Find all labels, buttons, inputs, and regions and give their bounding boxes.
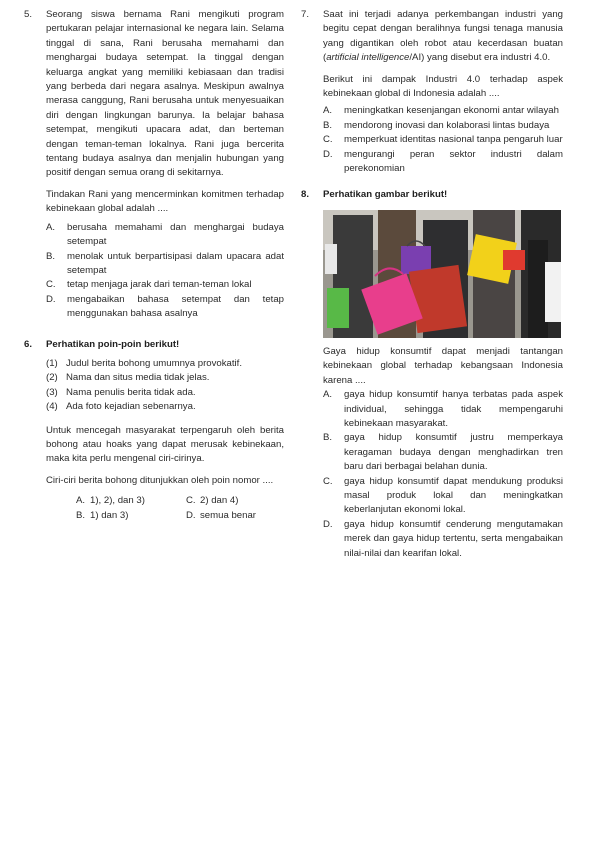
option-c[interactable]: C. memperkuat identitas nasional tanpa pengaruh luar (323, 134, 563, 146)
option-a[interactable]: A. berusaha memahami dan menghargai budaya setempat (46, 221, 284, 248)
question-stem: Berikut ini dampak Industri 4.0 terhadap aspek kebinekaan global di Indonesia adalah .... (323, 73, 563, 100)
question-number: 6. (24, 338, 33, 350)
options-grid (76, 494, 284, 523)
option-c[interactable]: C. 2) dan 4) (186, 495, 239, 507)
option-b[interactable]: B. menolak untuk berpartisipasi dalam upacara adat setempat (46, 250, 284, 276)
question-number: 8. (301, 189, 310, 201)
left-column (24, 8, 284, 523)
list-item: (3) Nama penulis berita tidak ada. (46, 386, 196, 398)
option-b[interactable]: B. gaya hidup konsumtif justru memperkaya keragaman budaya dengan menghadirkan tren baru dari berbagai belahan dunia. (323, 432, 563, 473)
list-item: (1) Judul berita bohong umumnya provokatif. (46, 357, 242, 369)
shopping-bags-illustration (323, 210, 561, 338)
question-7 (301, 8, 563, 176)
option-a[interactable]: A. meningkatkan kesenjangan ekonomi antar wilayah (323, 105, 559, 117)
question-paragraph: Saat ini terjadi adanya perkembangan industri yang begitu cepat dengan beralihnya fungsi tenaga manusia yang digantikan oleh robot atau kecerdasan buatan (artificial intelligence/AI) yang disebut era industri 4.0. (323, 9, 563, 64)
options-list (46, 221, 284, 322)
question-8 (301, 188, 563, 561)
question-6 (24, 338, 284, 523)
points-list (46, 357, 284, 415)
option-d[interactable]: D. gaya hidup konsumtif cenderung mengutamakan merek dan gaya hidup tertentu, serta mengabaikan nilai-nilai dan kearifan lokal. (323, 518, 563, 559)
option-c[interactable]: C. gaya hidup konsumtif dapat mendukung produksi masal produk lokal dan meningkatkan keberlanjutan ekonomi lokal. (323, 475, 563, 516)
option-c[interactable]: C. tetap menjaga jarak dari teman-teman lokal (46, 279, 252, 291)
option-d[interactable]: D. mengabaikan bahasa setempat dan tetap menggunakan bahasa asalnya (46, 293, 284, 320)
option-b[interactable]: B. 1) dan 3) (76, 509, 129, 521)
question-number: 7. (301, 9, 310, 20)
question-stem: Ciri-ciri berita bohong ditunjukkan oleh poin nomor .... (46, 474, 274, 486)
option-a[interactable]: A. gaya hidup konsumtif hanya terbatas pada aspek individual, sehingga tidak mempengaruhi kebinekaan masyarakat. (323, 389, 563, 429)
question-number: 5. (24, 9, 33, 20)
question-stem: Tindakan Rani yang mencerminkan komitmen terhadap kebinekaan global adalah .... (46, 188, 284, 215)
question-stem: Gaya hidup konsumtif dapat menjadi tantangan kebinekaan global terhadap kebangsaan Indonesia karena .... (323, 345, 563, 386)
option-d[interactable]: D. mengurangi peran sektor industri dalam perekonomian (323, 148, 563, 175)
question-5 (24, 8, 284, 322)
question-title: Perhatikan gambar berikut! (323, 189, 448, 201)
option-b[interactable]: B. mendorong inovasi dan kolaborasi lintas budaya (323, 119, 550, 131)
options-list (323, 104, 563, 176)
shopping-bags-photo (323, 210, 561, 338)
list-item: (4) Ada foto kejadian sebenarnya. (46, 401, 196, 413)
question-paragraph: Untuk mencegah masyarakat terpengaruh oleh berita bohong atau hoaks yang dapat merusak kebinekaan, maka kita perlu mengenal ciri-cirinya. (46, 424, 284, 465)
options-list (323, 388, 563, 561)
right-column (301, 8, 563, 561)
option-a[interactable]: A. 1), 2), dan 3) (76, 495, 145, 507)
question-paragraph: Seorang siswa bernama Rani mengikuti program pertukaran pelajar internasional ke negara lain. Selama tinggal di sana, Rani berusaha memahami dan menghargai budaya setempat. Ia tinggal dengan keluarga angkat yang memiliki kebiasaan dan tradisi yang berbeda dari negara asalnya. Meskipun awalnya merasa canggung, Rani berusaha untuk menyesuaikan diri dengan lingkungan barunya. Ia belajar bahasa setempat, mengikuti upacara adat, dan berteman dengan teman-teman lokalnya. Rani juga bercerita tentang budaya asalnya dan menjalin hubungan yang positif dengan semua orang di sekitarnya. (46, 9, 284, 179)
option-d[interactable]: D. semua benar (186, 509, 256, 521)
list-item: (2) Nama dan situs media tidak jelas. (46, 372, 210, 384)
question-title: Perhatikan poin-poin berikut! (46, 338, 180, 350)
